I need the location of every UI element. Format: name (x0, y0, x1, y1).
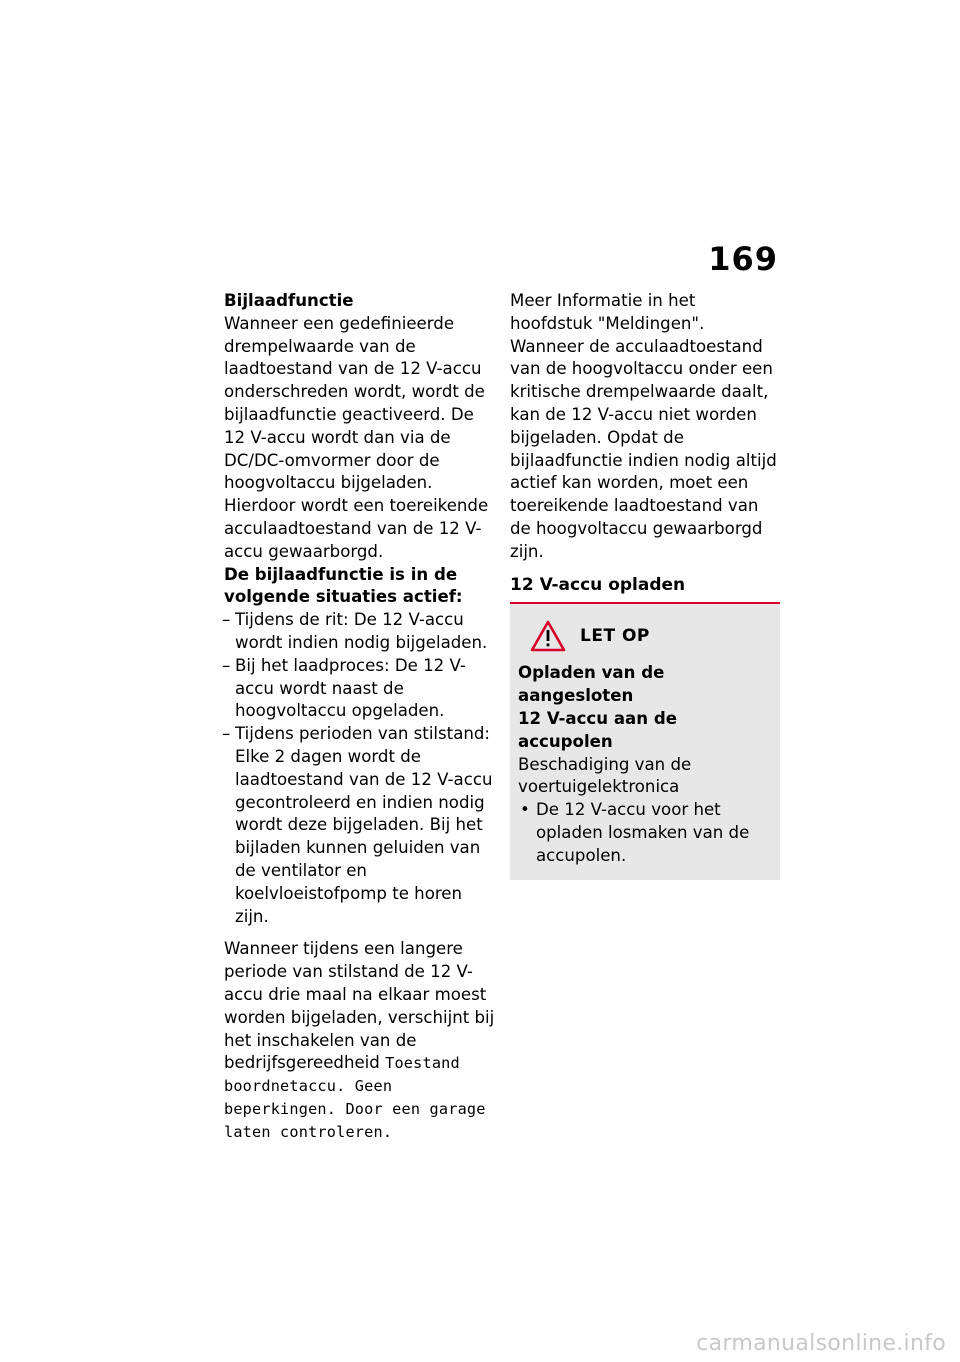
warning-header (518, 620, 770, 652)
warning-title-line2: 12 V-accu aan de accupolen (518, 708, 677, 751)
dash-icon: – (222, 610, 231, 630)
list-item (224, 723, 496, 928)
warning-triangle-icon (530, 620, 566, 652)
warning-label: LET OP (580, 626, 650, 647)
paragraph-standstill (224, 938, 496, 1143)
warning-bullet (518, 799, 770, 867)
paragraph-standstill-text: Wanneer tijdens een langere periode van stilstand de 12 V-accu drie maal na elkaar moest worden bijgeladen, verschijnt bij het inschakelen van de bedrijfsgereedheid (224, 939, 495, 1073)
list-item (224, 609, 496, 655)
left-column (224, 290, 496, 1143)
section-title: 12 V-accu opladen (510, 574, 780, 605)
dash-icon: – (222, 655, 231, 675)
dash-icon: – (222, 724, 231, 744)
paragraph-more-info: Meer Informatie in het hoofdstuk "Meldingen". (510, 291, 705, 333)
paragraph-intro: Wanneer een gedefinieerde drempelwaarde van de laadtoestand van de 12 V-accu onderschreden wordt, wordt de bijlaadfunctie geactiveerd. De 12 V-accu wordt dan via de DC/DC-omvormer door de hoogvoltaccu bijgeladen. Hierdoor wordt een toereikende acculaadtoestand van de 12 V-accu gewaarborgd. (224, 313, 489, 561)
warning-text: Beschadiging van de voertuigelektronica (518, 754, 692, 797)
list-item-text: Bij het laadproces: De 12 V-accu wordt naast de hoogvoltaccu opgeladen. (235, 655, 466, 721)
list-item-text: Tijdens de rit: De 12 V-accu wordt indien nodig bijgeladen. (235, 610, 488, 652)
warning-box (510, 604, 780, 879)
subheading-line1: De bijlaadfunctie is in de (224, 564, 458, 584)
display-message: Toestand boordnetaccu. Geen beperkingen. Door een garage laten controleren. (224, 1054, 486, 1141)
warning-title-line1: Opladen van de aangesloten (518, 663, 665, 706)
right-column (510, 290, 780, 880)
subheading-line2: volgende situaties actief: (224, 587, 463, 607)
page-number: 169 (708, 240, 778, 278)
list-item (224, 655, 496, 723)
watermark: carmanualsonline.info (696, 1331, 946, 1356)
paragraph-critical: Wanneer de acculaadtoestand van de hoogvoltaccu onder een kritische drempelwaarde daalt, kan de 12 V-accu niet worden bijgeladen. Opdat de bijlaadfunctie indien nodig altijd actief kan worden, moet een toereikende laadtoestand van de hoogvoltaccu gewaarborgd zijn. (510, 336, 777, 561)
list-item-text: Tijdens perioden van stilstand: Elke 2 dagen wordt de laadtoestand van de 12 V-accu gecontroleerd en indien nodig wordt deze bijgeladen. Bij het bijladen kunnen geluiden van de ventilator en koelvloeistofpomp te horen zijn. (235, 724, 493, 926)
warning-bullet-text: De 12 V-accu voor het opladen losmaken van de accupolen. (536, 800, 750, 865)
bullet-icon: • (520, 800, 530, 820)
heading-bijlaadfunctie: Bijlaadfunctie (224, 291, 354, 310)
